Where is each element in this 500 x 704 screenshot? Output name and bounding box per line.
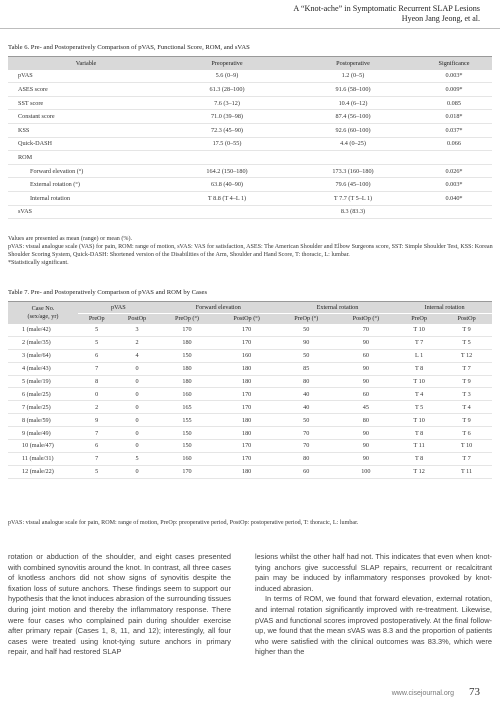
- table7-cell: 70: [303, 442, 310, 450]
- table7-cell: 150: [182, 352, 192, 360]
- page-number: 73: [469, 686, 480, 698]
- table7-cell: 180: [241, 429, 252, 437]
- table7-group-row: [8, 302, 492, 314]
- table7-row: [8, 452, 492, 465]
- table7-cell: T 7: [414, 339, 424, 347]
- table7-cell: 170: [182, 326, 192, 334]
- table6-cell-pre: [164, 151, 290, 165]
- table7-cell: 160: [241, 352, 252, 360]
- table6-cell-post: 173.3 (160–180): [332, 167, 374, 175]
- table7-cell: 5: [95, 339, 99, 347]
- table7-row: [8, 401, 492, 414]
- table7-cell-case: 7 (male/25): [22, 403, 51, 411]
- table7-cell: 60: [303, 468, 310, 476]
- table7-group-forward-elevation: Forward elevation: [159, 302, 278, 314]
- table7-cell: 0: [95, 390, 99, 398]
- table7-cell: 6: [95, 352, 99, 360]
- table7-cell: 6: [95, 442, 99, 450]
- table7-cell-case: 8 (male/59): [22, 416, 51, 424]
- table7: [8, 301, 492, 479]
- table7-row: [8, 465, 492, 478]
- table7-cell: 160: [182, 455, 192, 463]
- table7-cell: T 9: [462, 378, 471, 385]
- table7-cell: 60: [362, 352, 369, 360]
- table7-cell: T 11: [413, 442, 425, 450]
- table6-row: [8, 178, 492, 192]
- table7-cell: 0: [135, 403, 139, 411]
- table7-cell: 0: [135, 429, 139, 437]
- table6-cell-post: 92.6 (60–100): [335, 126, 371, 134]
- body-paragraph: rotation or abduction of the shoulder, and eight cases presented with combined synovitis around the knot. In contrast, all three cases of knotless anchors did not show signs of synovitis despite the fixation loss of suture anchors. These findings seem to support our hypothesis that the knot induces abrasion of the surrounding tissues during joint motion and thereby the inflammatory response. There were four cases who complained pain during shoulder exercise after primary repair (Cases 1, 8, 11, and 12); interestingly, all four cases were treated using knot-tying suture anchors in primary repair, and half had restored SLAP: [8, 552, 231, 657]
- table7-cell-case: 10 (male/47): [22, 442, 54, 450]
- table6-cell-sig: 0.040*: [445, 194, 463, 202]
- table6-cell-pre: [164, 205, 290, 219]
- table6-cell-variable: SST score: [18, 99, 44, 107]
- table7-cell: 155: [182, 416, 192, 424]
- table6-cell-sig: 0.026*: [445, 167, 463, 175]
- table7-cell: T 9: [462, 416, 471, 424]
- table7-cell: 2: [95, 403, 99, 411]
- table7-caption: Table 7. Pre- and Postoperatively Comparison of pVAS and ROM by Cases: [8, 289, 208, 296]
- table6-row: [8, 205, 492, 219]
- table6-cell-pre: 72.3 (45–90): [211, 126, 243, 134]
- table7-cell: T 5: [462, 339, 471, 347]
- table7-cell: T 10: [413, 416, 425, 424]
- table6-cell-pre: 71.0 (39–98): [211, 113, 243, 121]
- table7-cell: T 3: [462, 390, 471, 398]
- table7-row: [8, 440, 492, 453]
- table7-cell: T 4: [462, 403, 471, 411]
- table6-cell-pre: 17.5 (0–55): [212, 140, 242, 148]
- table7-cell: 5: [95, 468, 99, 476]
- table7-cell: L 1: [415, 352, 424, 360]
- table7-subheader: PreOp: [78, 313, 115, 324]
- table7-cell: 7: [95, 429, 99, 437]
- table6-cell-sig: 0.018*: [445, 113, 463, 121]
- table6-cell-variable: KSS: [18, 126, 30, 134]
- table6-cell-pre: 7.6 (3–12): [214, 99, 240, 107]
- table7-cell: 180: [241, 365, 252, 373]
- table6-row: [8, 70, 492, 83]
- table6-cell-variable: sVAS: [18, 208, 32, 216]
- table6-footnote: pVAS: visual analogue scale (VAS) for pain, ROM: range of motion, sVAS: VAS for satisfaction, ASES: The American Shoulder and Elbow Surgeons score, SST: Simple Shoulder Test, KSS: Korean Shoulder Scoring System, Quick-DASH: Shortened version of the Disabilities of the Arm, Shoulder and Hand Score, T: thoracic, L: lumbar.: [8, 244, 493, 258]
- table7-cell: 90: [362, 378, 369, 385]
- table7-cell: 5: [95, 326, 99, 334]
- table6-caption: Table 6. Pre- and Postoperatively Comparison of pVAS, Functional Score, ROM, and sVAS: [8, 44, 250, 51]
- page-footer: [0, 686, 500, 704]
- table7-cell: 7: [95, 455, 99, 463]
- table7-cell: 70: [362, 326, 369, 334]
- table6-row: [8, 164, 492, 178]
- table7-row: [8, 362, 492, 375]
- table7-cell: 85: [303, 365, 310, 373]
- table7-cell: 170: [241, 326, 252, 334]
- table7-cell: 80: [362, 416, 369, 424]
- running-title: A “Knot-ache” in Symptomatic Recurrent SLAP Lesions: [293, 4, 480, 13]
- body-column-left: [8, 552, 231, 658]
- header-rule: [0, 28, 500, 29]
- table7-cell: 170: [241, 403, 252, 411]
- table7-cell: 2: [135, 339, 139, 347]
- table7-cell: 40: [303, 390, 310, 398]
- table7-cell-case: 2 (male/35): [22, 339, 51, 347]
- table6-cell-sig: 0.003*: [445, 72, 463, 80]
- table7-subheader: PostOp: [115, 313, 158, 324]
- table7-cell: T 12: [460, 352, 473, 360]
- table7-cell: T 12: [413, 468, 425, 476]
- table7-cell: 0: [135, 390, 139, 398]
- table7-cell: T 9: [462, 326, 471, 334]
- table7-cell: 70: [303, 429, 310, 437]
- table6-header-variable: Variable: [8, 57, 164, 70]
- table7-cell: T 8: [414, 365, 424, 373]
- table6-cell-post: 87.4 (56–100): [335, 113, 371, 121]
- table6-row: [8, 191, 492, 205]
- table7-cell: 45: [362, 403, 369, 411]
- table6-cell-post: [290, 151, 416, 165]
- table6-footnote: Values are presented as mean (range) or mean (%).: [8, 236, 133, 242]
- table6-cell-pre: T 8.8 (T 4–L 1): [207, 194, 247, 202]
- table7-case-sublabel: (sex/age, yr): [27, 313, 59, 320]
- table7-cell: 170: [241, 442, 252, 450]
- table7-cell: 170: [241, 339, 252, 347]
- table7-cell: 170: [182, 468, 192, 476]
- table7-cell: 0: [135, 378, 139, 385]
- table6-cell-post: 4.4 (0–25): [340, 140, 366, 148]
- table6-cell-variable: ASES score: [18, 85, 48, 93]
- body-column-right: [255, 552, 492, 658]
- table7-group-internal-rotation: Internal rotation: [397, 302, 492, 314]
- table7-group-pvas: pVAS: [78, 302, 159, 314]
- table6-cell-sig: [416, 205, 492, 219]
- table6-cell-pre: 61.3 (28–100): [209, 85, 245, 93]
- table7-cell-case: 4 (male/43): [22, 365, 51, 373]
- table7-cell: 180: [182, 378, 192, 385]
- table7-cell-case: 1 (male/42): [22, 326, 51, 334]
- table7-cell-case: 6 (male/25): [22, 390, 51, 398]
- table6-row: [8, 123, 492, 137]
- table6-cell-sig: 0.085: [447, 99, 461, 107]
- table7-cell: 180: [182, 339, 192, 347]
- table6-footnote: *Statistically significant.: [8, 260, 69, 266]
- table6-cell-post: 79.6 (45–100): [335, 181, 371, 189]
- table7-cell: T 5: [414, 403, 424, 411]
- table7-cell: 80: [303, 455, 310, 463]
- table7-cell: 180: [182, 365, 192, 373]
- table7-row: [8, 388, 492, 401]
- table7-cell: 90: [362, 365, 369, 373]
- table6-cell-sig: 0.009*: [445, 85, 463, 93]
- table6-row: [8, 151, 492, 165]
- body-paragraph: In terms of ROM, we found that forward elevation, external rotation, and internal rotation significantly improved with re-treatment. Likewise, pVAS and functional scores improved postoperatively. At the final follow-up, we found that the mean sVAS was 8.3 and the proportion of patients who were satisfied with the clinical outcomes was 83.3%, which were higher than the: [255, 594, 492, 657]
- journal-url: www.cisejournal.org: [391, 690, 454, 697]
- table7-row: [8, 414, 492, 427]
- table6-row: [8, 83, 492, 97]
- table6-cell-post: 8.3 (83.3): [340, 208, 366, 216]
- table7-cell: 180: [241, 468, 252, 476]
- table7-cell: 8: [95, 378, 99, 385]
- table7-cell: 50: [303, 416, 310, 424]
- table7-cell-case: 3 (male/64): [22, 352, 51, 360]
- table6-cell-variable: External rotation (°): [30, 181, 80, 189]
- table7-row: [8, 324, 492, 336]
- table6-header-row: [8, 57, 492, 70]
- table7-cell: 5: [135, 455, 139, 463]
- table7-case-label: Case No.: [31, 305, 55, 312]
- table7-cell: T 10: [413, 378, 425, 385]
- table7-header-case: [8, 302, 78, 325]
- table7-cell-case: 11 (male/31): [22, 455, 54, 463]
- table6-row: [8, 137, 492, 151]
- table7-cell: 170: [241, 390, 252, 398]
- table7-cell: T 10: [413, 326, 425, 334]
- table7-cell: T 8: [414, 455, 424, 463]
- table6-cell-sig: 0.037*: [445, 126, 463, 134]
- table7-cell: 100: [361, 468, 371, 476]
- table7-cell: 90: [362, 339, 369, 347]
- table7-cell: 0: [135, 442, 139, 450]
- table7-row: [8, 336, 492, 349]
- table6-cell-sig: [416, 151, 492, 165]
- table6-cell-variable: ROM: [18, 153, 33, 161]
- table7-cell: 0: [135, 416, 139, 424]
- table6-cell-variable: Constant score: [18, 113, 55, 121]
- table6: [8, 56, 492, 219]
- table6-cell-variable: Forward elevation (°): [30, 167, 84, 175]
- table7-subheader: PostOp (°): [215, 313, 277, 324]
- table7-cell: 165: [182, 403, 192, 411]
- table7-group-external-rotation: External rotation: [278, 302, 397, 314]
- table7-cell: 7: [95, 365, 99, 373]
- table7-cell-case: 5 (male/19): [22, 378, 51, 385]
- table7-cell: 90: [362, 455, 369, 463]
- table7-subheader: PreOp (°): [159, 313, 216, 324]
- table7-subheader: PreOp (°): [278, 313, 335, 324]
- table7-cell: T 6: [462, 429, 471, 437]
- table7-subheader: PostOp (°): [335, 313, 397, 324]
- table7-cell-case: 9 (male/49): [22, 429, 51, 437]
- table7-cell: T 7: [462, 365, 471, 373]
- table7-cell: 150: [182, 429, 192, 437]
- table6-cell-sig: 0.066: [447, 140, 461, 148]
- table7-cell: T 10: [460, 442, 473, 450]
- table7-cell: 3: [135, 326, 139, 334]
- table6-row: [8, 96, 492, 110]
- table6-cell-post: 1.2 (0–5): [341, 72, 365, 80]
- table7-row: [8, 427, 492, 440]
- table7-cell: 150: [182, 442, 192, 450]
- table6-cell-variable: Internal rotation: [30, 194, 71, 202]
- table6-cell-post: 91.6 (58–100): [335, 85, 371, 93]
- running-authors: Hyeon Jang Jeong, et al.: [401, 14, 480, 23]
- table6-row: [8, 110, 492, 124]
- table7-cell: 90: [362, 442, 369, 450]
- table7-subheader: PostOp: [441, 313, 492, 324]
- table7-cell: 160: [182, 390, 192, 398]
- table7-cell: 80: [303, 378, 310, 385]
- table7-subheader: PreOp: [397, 313, 441, 324]
- table6-header-post: Postoperative: [290, 57, 416, 70]
- table7-cell: 50: [303, 352, 310, 360]
- body-paragraph: lesions whilst the other half had not. This indicates that even when knot-tying anchors give successful SLAP repairs, recurrent or recalcitrant pain may be induced by inflammatory responses provoked by knot-induced abrasion.: [255, 552, 492, 593]
- table6-cell-variable: pVAS: [18, 72, 33, 80]
- table7-cell: 90: [303, 339, 310, 347]
- table7-cell: 180: [241, 378, 252, 385]
- table6-cell-post: 10.4 (6–12): [338, 99, 368, 107]
- table7-footnote: pVAS: visual analogue scale for pain, ROM: range of motion, PreOp: preoperative period, PostOp: postoperative period, T: thoracic, L: lumbar.: [8, 520, 359, 526]
- table6-header-sig: Significance: [416, 57, 492, 70]
- table6-header-pre: Preoperative: [164, 57, 290, 70]
- table6-cell-post: T 7.7 (T 5–L 1): [333, 194, 373, 202]
- table7-cell: 0: [135, 468, 139, 476]
- table7-cell: T 11: [460, 468, 473, 476]
- table7-cell: 170: [241, 455, 252, 463]
- table7-subheader-row: [8, 313, 492, 324]
- table6-cell-pre: 164.2 (150–180): [206, 167, 248, 175]
- table7-cell: T 4: [414, 390, 424, 398]
- table7-cell: 0: [135, 365, 139, 373]
- table7-cell: T 8: [414, 429, 424, 437]
- table6-cell-sig: 0.003*: [445, 181, 463, 189]
- table6-cell-pre: 5.6 (0–9): [215, 72, 239, 80]
- table7-cell: T 7: [462, 455, 471, 463]
- running-header: [293, 4, 480, 24]
- table7-cell: 60: [362, 390, 369, 398]
- table6-cell-pre: 63.8 (40–90): [211, 181, 243, 189]
- table7-cell-case: 12 (male/22): [22, 468, 54, 476]
- table6-footnotes: [8, 235, 494, 267]
- table7-cell: 180: [241, 416, 252, 424]
- table7-cell: 50: [303, 326, 310, 334]
- table7-row: [8, 349, 492, 362]
- table6-cell-variable: Quick-DASH: [18, 140, 53, 148]
- table7-row: [8, 375, 492, 388]
- table7-cell: 90: [362, 429, 369, 437]
- table7-cell: 9: [95, 416, 99, 424]
- table7-cell: 4: [135, 352, 139, 360]
- table7-cell: 40: [303, 403, 310, 411]
